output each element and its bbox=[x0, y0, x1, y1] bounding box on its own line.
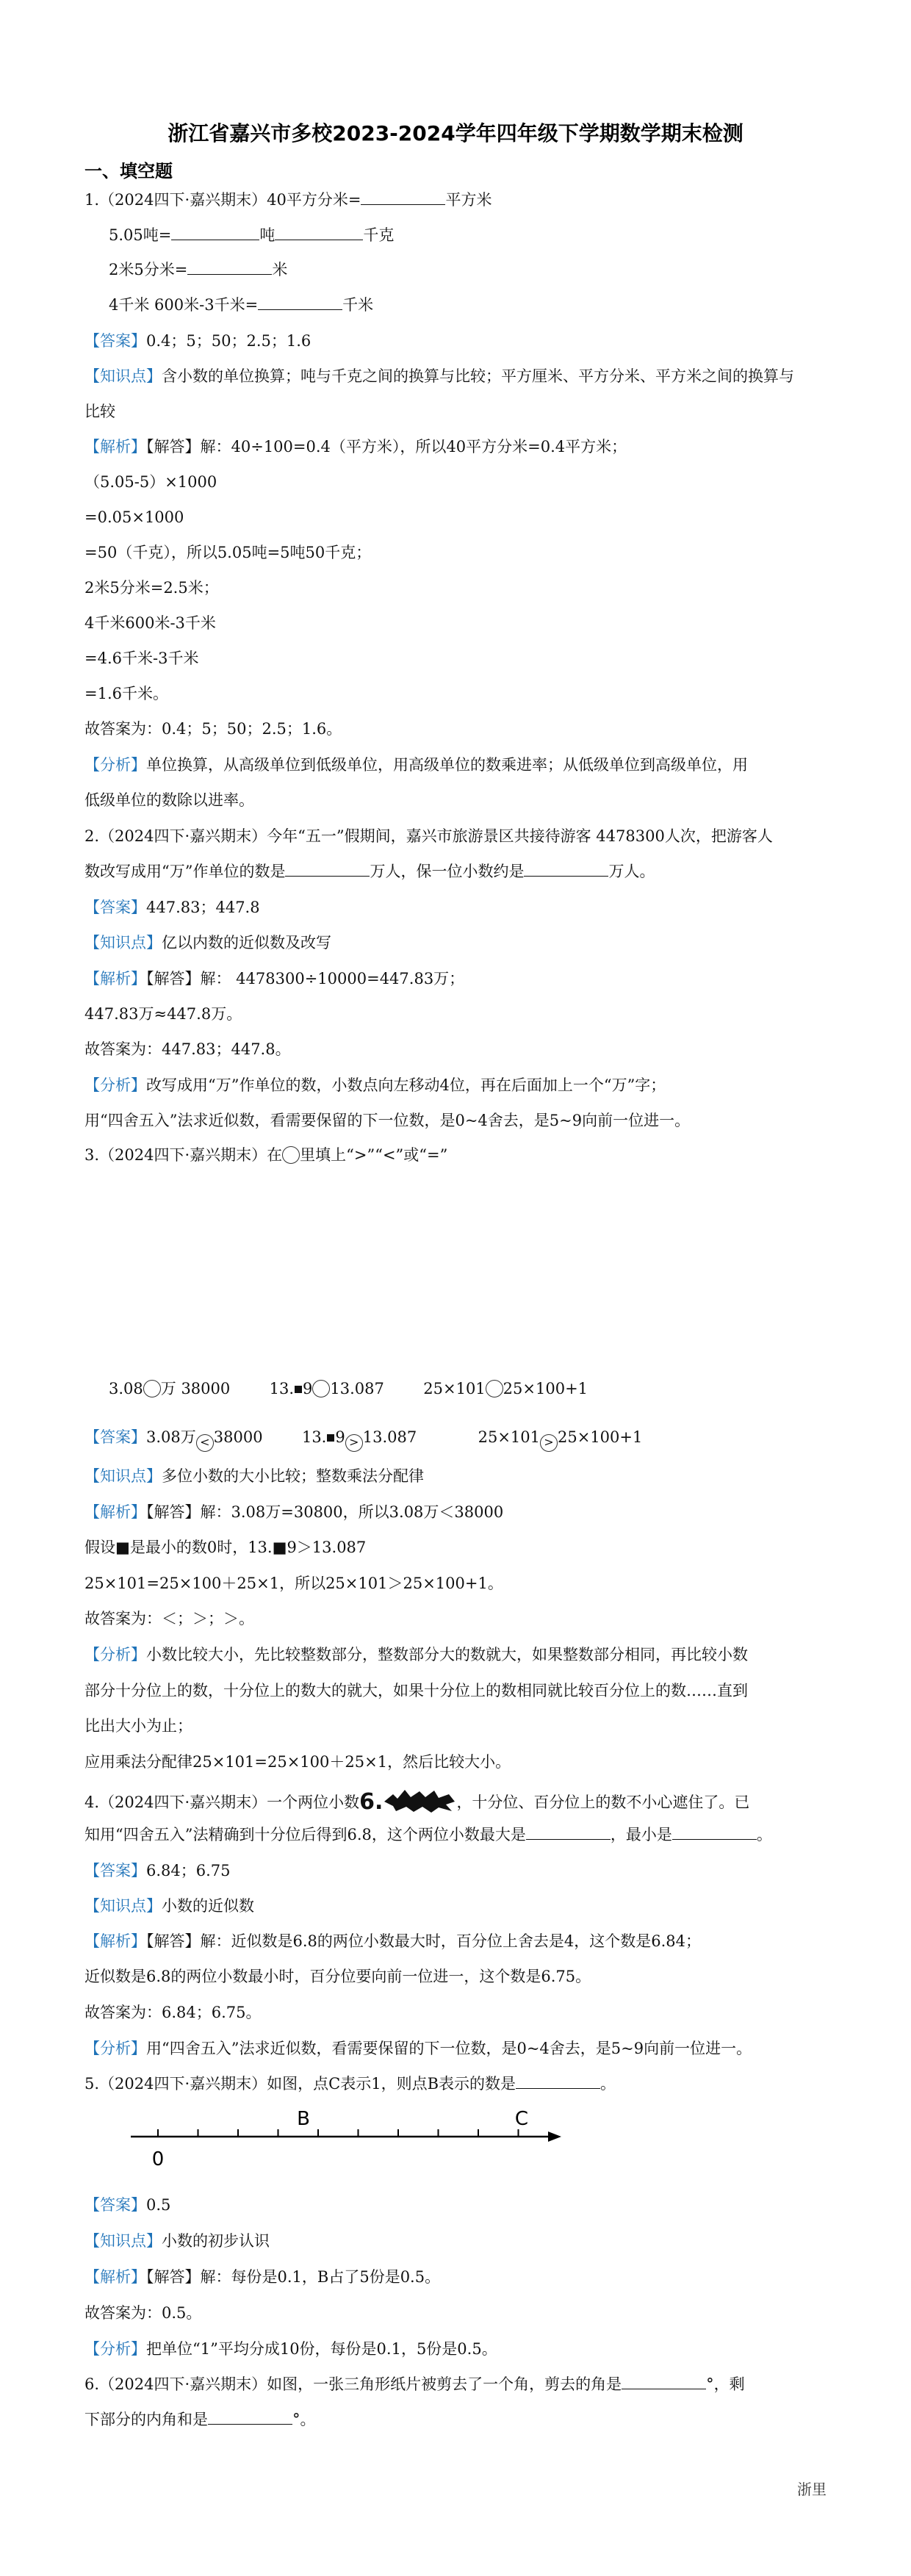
answer-blank[interactable] bbox=[516, 2073, 600, 2089]
q1-stem: 1.（2024四下·嘉兴期末）40平方分米= 平方米 bbox=[84, 191, 492, 209]
q3-analysis-cont-3: 应用乘法分配律25×101=25×100＋25×1，然后比较大小。 bbox=[84, 1753, 511, 1771]
q3-knowledge: 【知识点】多位小数的大小比较；整数乘法分配律 bbox=[84, 1467, 424, 1485]
q3-solution-4: 故答案为：＜；＞；＞。 bbox=[84, 1610, 254, 1627]
q1-solution-9: 故答案为：0.4；5；50；2.5；1.6。 bbox=[84, 720, 342, 738]
q4-answer: 【答案】6.84；6.75 bbox=[84, 1862, 231, 1879]
q2-answer: 【答案】447.83；447.8 bbox=[84, 899, 260, 916]
page-title: 浙江省嘉兴市多校2023-2024学年四年级下学期数学期末检测 bbox=[168, 121, 743, 145]
section-heading: 一、填空题 bbox=[84, 161, 173, 181]
q2-solution-3: 故答案为：447.83；447.8。 bbox=[84, 1040, 291, 1058]
q5-knowledge: 【知识点】小数的初步认识 bbox=[84, 2232, 270, 2250]
q1-knowledge: 【知识点】含小数的单位换算；吨与千克之间的换算与比较；平方厘米、平方分米、平方米之间的换算与 bbox=[84, 367, 794, 385]
decimal-number: 6. bbox=[359, 1789, 384, 1815]
q3-analysis-cont-2: 比出大小为止； bbox=[84, 1717, 192, 1735]
q3-problems: 3.08 万 38000 13. 9 13.087 25×101 25×100+1 bbox=[109, 1380, 588, 1397]
compare-circle[interactable] bbox=[312, 1380, 330, 1397]
q1-line-2: 5.05吨= 吨 千克 bbox=[109, 226, 395, 244]
answer-blank[interactable] bbox=[285, 861, 370, 877]
q2-stem-cont: 数改写成用“万”作单位的数是 万人，保一位小数约是 万人。 bbox=[84, 863, 655, 880]
q1-line-4: 4千米 600米-3千米= 千米 bbox=[109, 296, 374, 314]
q4-stem-cont: 知用“四舍五入”法精确到十分位后得到6.8，这个两位小数最大是 ，最小是 。 bbox=[84, 1826, 772, 1843]
q5-stem: 5.（2024四下·嘉兴期末）如图，点C表示1，则点B表示的数是 。 bbox=[84, 2075, 616, 2093]
q4-solution-2: 近似数是6.8的两位小数最小时，百分位要向前一位进一，这个数是6.75。 bbox=[84, 1968, 591, 1985]
q3-stem: 3.（2024四下·嘉兴期末）在 里填上“>”“<”或“=” bbox=[84, 1146, 448, 1164]
q2-knowledge: 【知识点】亿以内数的近似数及改写 bbox=[84, 934, 331, 951]
q5-answer: 【答案】0.5 bbox=[84, 2196, 171, 2214]
q1-analysis-cont: 低级单位的数除以进率。 bbox=[84, 791, 254, 809]
q3-solution-1: 【解析】【解答】解：3.08万=30800，所以3.08万＜38000 bbox=[84, 1503, 504, 1521]
answer-blank[interactable] bbox=[275, 225, 363, 240]
q1-line-3: 2米5分米= 米 bbox=[109, 261, 288, 278]
q1-solution-1: 【解析】【解答】解：40÷100=0.4（平方米），所以40平方分米=0.4平方米； bbox=[84, 438, 627, 456]
ink-splat-icon bbox=[383, 1788, 456, 1813]
q1-solution-2: （5.05-5）×1000 bbox=[84, 473, 217, 491]
number-line-figure bbox=[125, 2106, 566, 2172]
q4-solution-1: 【解析】【解答】解：近似数是6.8的两位小数最大时，百分位上舍去是4，这个数是6.84； bbox=[84, 1932, 702, 1950]
q4-solution-3: 故答案为：6.84；6.75。 bbox=[84, 2004, 262, 2021]
q3-answer: 【答案】3.08万 < 38000 13. 9 > 13.087 25×101 > 25×100+1 bbox=[84, 1427, 642, 1452]
answer-blank[interactable] bbox=[622, 2374, 706, 2389]
hidden-digit-square bbox=[327, 1434, 334, 1442]
label-zero: 0 bbox=[151, 2148, 165, 2170]
q2-analysis-cont: 用“四舍五入”法求近似数，看需要保留的下一位数，是0~4舍去，是5~9向前一位进一。 bbox=[84, 1112, 691, 1129]
answer-circle: < bbox=[196, 1434, 214, 1452]
q2-stem: 2.（2024四下·嘉兴期末）今年“五一”假期间，嘉兴市旅游景区共接待游客 4478300人次，把游客人 bbox=[84, 827, 773, 845]
answer-blank[interactable] bbox=[187, 259, 272, 275]
q2-solution-1: 【解析】【解答】解： 4478300÷10000=447.83万； bbox=[84, 970, 465, 987]
q5-analysis: 【分析】把单位“1”平均分成10份，每份是0.1，5份是0.5。 bbox=[84, 2340, 497, 2358]
answer-blank[interactable] bbox=[258, 295, 342, 310]
hidden-digit-square bbox=[295, 1386, 302, 1393]
q6-stem: 6.（2024四下·嘉兴期末）如图，一张三角形纸片被剪去了一个角，剪去的角是 °，剩 bbox=[84, 2375, 745, 2393]
q5-solution-2: 故答案为：0.5。 bbox=[84, 2304, 202, 2322]
page-footer: 浙里 bbox=[797, 2480, 827, 2498]
compare-circle[interactable] bbox=[143, 1380, 161, 1397]
compare-circle[interactable] bbox=[486, 1380, 503, 1397]
q1-analysis: 【分析】单位换算，从高级单位到低级单位，用高级单位的数乘进率；从低级单位到高级单位，用 bbox=[84, 756, 748, 774]
label-b: B bbox=[297, 2108, 310, 2130]
q2-analysis: 【分析】改写成用“万”作单位的数，小数点向左移动4位，再在后面加上一个“万”字； bbox=[84, 1076, 666, 1094]
q1-solution-8: =1.6千米。 bbox=[84, 685, 168, 702]
q5-solution-1: 【解析】【解答】解：每份是0.1，B占了5份是0.5。 bbox=[84, 2268, 441, 2286]
q4-knowledge: 【知识点】小数的近似数 bbox=[84, 1897, 254, 1915]
q1-solution-5: 2米5分米=2.5米； bbox=[84, 579, 219, 597]
answer-blank[interactable] bbox=[171, 225, 259, 240]
compare-circle-icon bbox=[282, 1146, 300, 1164]
answer-blank[interactable] bbox=[524, 861, 608, 877]
answer-blank[interactable] bbox=[208, 2409, 292, 2425]
q1-solution-3: =0.05×1000 bbox=[84, 508, 184, 526]
answer-blank[interactable] bbox=[361, 190, 445, 205]
q4-stem: 4.（2024四下·嘉兴期末）一个两位小数6. ，十分位、百分位上的数不小心遮住了。已 bbox=[84, 1789, 750, 1815]
answer-blank[interactable] bbox=[672, 1824, 757, 1840]
label-c: C bbox=[514, 2108, 529, 2130]
q2-solution-2: 447.83万≈447.8万。 bbox=[84, 1005, 242, 1023]
q6-stem-cont: 下部分的内角和是 °。 bbox=[84, 2411, 316, 2428]
number-line-ticks bbox=[158, 2129, 519, 2137]
q1-solution-7: =4.6千米-3千米 bbox=[84, 650, 199, 667]
q3-analysis-cont-1: 部分十分位上的数，十分位上的数大的就大，如果十分位上的数相同就比较百分位上的数……直到 bbox=[84, 1682, 748, 1699]
q1-solution-6: 4千米600米-3千米 bbox=[84, 614, 216, 632]
q3-solution-3: 25×101=25×100＋25×1，所以25×101＞25×100+1。 bbox=[84, 1575, 503, 1592]
q1-answer: 【答案】0.4；5；50；2.5；1.6 bbox=[84, 332, 312, 350]
q3-solution-2: 假设■是最小的数0时，13.■9＞13.087 bbox=[84, 1539, 367, 1556]
number-line-arrow-icon bbox=[548, 2131, 561, 2142]
answer-circle: > bbox=[540, 1434, 558, 1452]
q4-analysis: 【分析】用“四舍五入”法求近似数，看需要保留的下一位数，是0~4舍去，是5~9向前一位进一。 bbox=[84, 2040, 752, 2057]
q3-analysis: 【分析】小数比较大小，先比较整数部分，整数部分大的数就大，如果整数部分相同，再比较小数 bbox=[84, 1646, 748, 1663]
answer-blank[interactable] bbox=[526, 1824, 611, 1840]
answer-circle: > bbox=[345, 1434, 363, 1452]
q1-knowledge-cont: 比较 bbox=[84, 403, 115, 420]
q1-solution-4: =50（千克），所以5.05吨=5吨50千克； bbox=[84, 544, 372, 561]
